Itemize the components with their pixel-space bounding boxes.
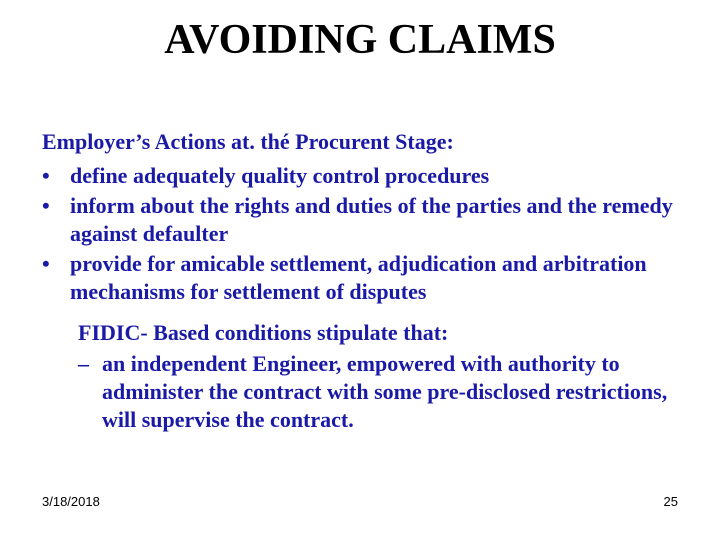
bullet-marker: •	[42, 193, 50, 218]
section-heading: Employer’s Actions at. thé Procurent Stage:	[42, 129, 454, 154]
sub-bullet-item	[78, 350, 702, 434]
page-number: 25	[663, 494, 678, 509]
bullet-marker: •	[42, 251, 50, 276]
bullet-item	[42, 250, 692, 306]
bullet-text: provide for amicable settlement, adjudication and arbitration mechanisms for settlement of disputes	[70, 251, 647, 304]
bullet-list	[42, 162, 692, 308]
sub-bullet-text: an independent Engineer, empowered with authority to administer the contract with some pre-disclosed restrictions, will supervise the contract.	[102, 351, 668, 432]
footer-date: 3/18/2018	[42, 494, 100, 509]
bullet-text: inform about the rights and duties of the parties and the remedy against defaulter	[70, 193, 673, 246]
bullet-marker: •	[42, 163, 50, 188]
slide-title: AVOIDING CLAIMS	[164, 17, 556, 63]
bullet-item	[42, 192, 692, 248]
fidic-statement: FIDIC- Based conditions stipulate that:	[78, 320, 449, 345]
bullet-text: define adequately quality control procedures	[70, 163, 490, 188]
sub-bullet-marker: –	[78, 351, 89, 376]
bullet-item	[42, 162, 692, 190]
